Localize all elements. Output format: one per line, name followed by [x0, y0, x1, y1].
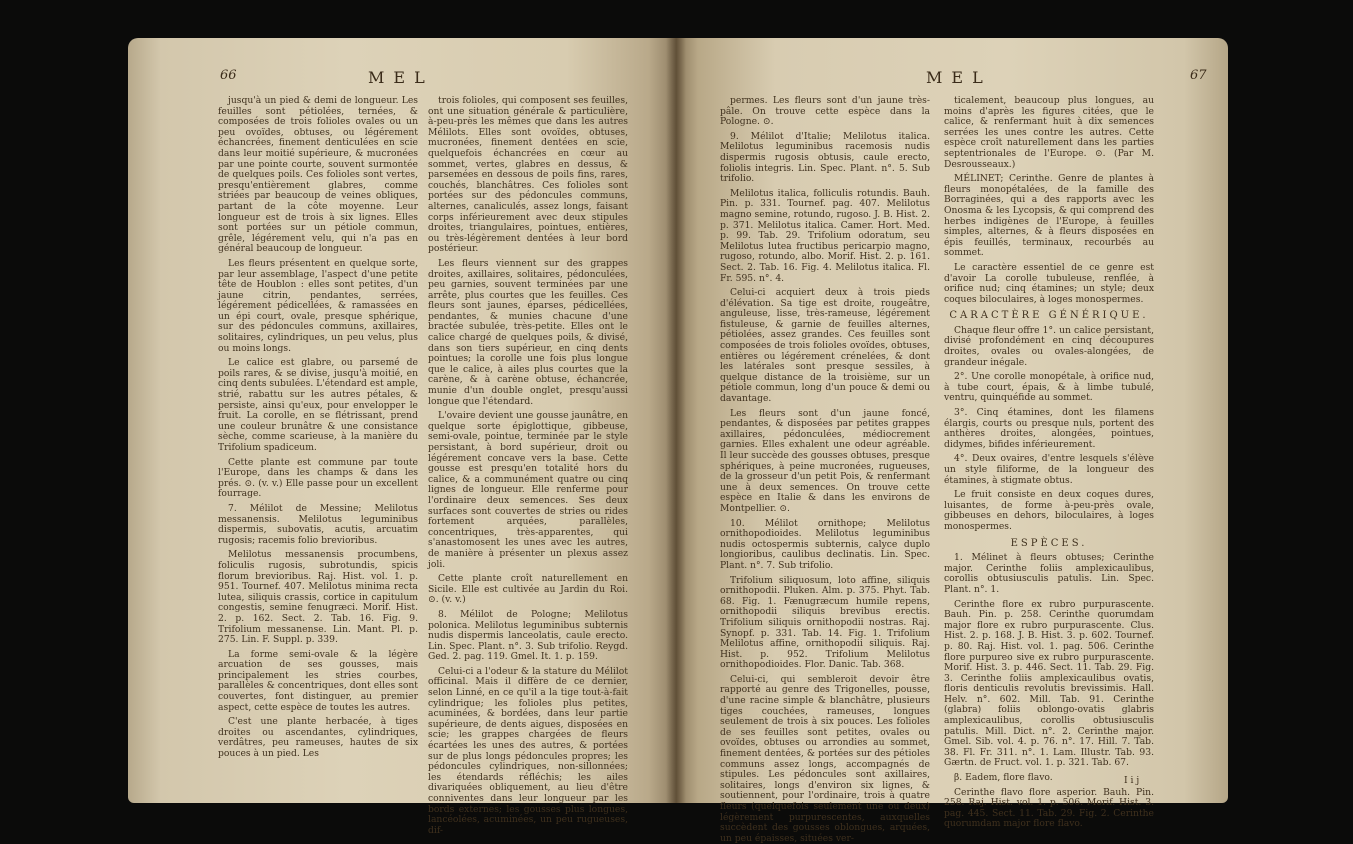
paragraph: Cerinthe flore ex rubro purpurascente. Bauh. Pin. p. 258. Cerinthe quorumdam major flore ex rubro purpurascente. Clus. Hist. 2. p. 168. J. B. Hist. 3. p. 602. Tournef. p. 80. Raj. Hist. vol. 1. pag. 506. Cerinthe flore purpureo sive ex rubro purpurascente. Morif. Hist. 3. p. 446. Sect. 11. Tab. 29. Fig. 3. Cerinthe foliis amplexicaulibus ovatis, floris denticulis revolutis brevissimis. Hall. Helv. n°. 602. Mill. Tab. 91. Cerinthe (glabra) foliis oblongo-ovatis glabris amplexicaulibus, corollis obtusiusculis patulis. Mill. Dict. n°. 2. Cerinthe major. Gmel. Sib. vol. 4. p. 76. n°. 17. Hill. 7. Tab. 38. Fl. Fr. 311. n°. 1. Lam. Illustr. Tab. 93. Gærtn. de Fruct. vol. 1. p. 321. Tab. 67. — [944, 598, 1154, 769]
paragraph: Trifolium siliquosum, loto affine, siliquis ornithopodii. Pluken. Alm. p. 375. Phyt. Tab. 68. Fig. 1. Fænugræcum humile repens, ornithopodii siliquis brevibus erectis. Trifolium siliquis ornithopodii nostras. Raj. Synopf. p. 331. Tab. 14. Fig. 1. Trifolium Melilotus affine, ornithopodii siliquis. Raj. Hist. p. 952. Trifolium Melilotus ornithopodioides. Flor. Danic. Tab. 368. — [720, 574, 930, 671]
paragraph: La forme semi-ovale & la légère arcuation de ses gousses, mais principalement les stries courbes, parallèles & concentriques, dont elles sont couvertes, font distinguer, au premier aspect, cette espèce de toutes les autres. — [218, 648, 418, 713]
paragraph: 10. Mélilot ornithope; Melilotus ornithopodioides. Melilotus leguminibus nudis octospermis subternis, calyce duplo longioribus, caulibus declinatis. Lin. Spec. Plant. n°. 7. Sub trifolio. — [720, 517, 930, 571]
page-number-left: 66 — [220, 68, 237, 83]
open-book — [128, 38, 1228, 844]
paragraph: Cette plante est commune par toute l'Europe, dans les champs & dans les prés. ⊙. (v. v.) Elle passe pour un excellent fourrage. — [218, 456, 418, 500]
signature-mark: I i j — [1124, 775, 1140, 786]
right-page — [676, 38, 1228, 844]
left-column-2 — [428, 95, 628, 836]
paragraph: 1. Mélinet à fleurs obtuses; Cerinthe major. Cerinthe foliis amplexicaulibus, corollis obtusiusculis patulis. Lin. Spec. Plant. n°. 1. — [944, 552, 1154, 595]
paragraph: C'est une plante herbacée, à tiges droites ou ascendantes, cylindriques, verdâtres, peu rameuses, hautes de six pouces à un pied. Les — [218, 716, 418, 760]
left-column-1 — [218, 96, 418, 786]
book-gutter — [666, 38, 686, 803]
paragraph: 3°. Cinq étamines, dont les filamens élargis, courts ou presque nuls, portent des anthères droites, alongées, pointues, didymes, bifides inférieurement. — [944, 407, 1154, 450]
paragraph: Cette plante croît naturellement en Sicile. Elle est cultivée au Jardin du Roi. ⊙. (v. v.) — [428, 573, 628, 606]
paragraph: ticalement, beaucoup plus longues, au moins d'après les figures citées, que le calice, & renfermant huit à dix semences serrées les unes contre les autres. Cette espèce croît naturellement dans les parties septentrionales de l'Europe. ⊙. (Par M. Desrousseaux.) — [944, 95, 1154, 170]
paragraph: MÉLINET; Cerinthe. Genre de plantes à fleurs monopétalées, de la famille des Borraginées, qui a des rapports avec les Onosma & les Lycopsis, & qui comprend des herbes indigènes de l'Europe, à feuilles simples, alternes, & à fleurs disposées en épis feuillés, terminaux, recourbés au sommet. — [944, 173, 1154, 259]
paragraph: Le fruit consiste en deux coques dures, luisantes, de forme à-peu-près ovale, gibbeuses en dehors, biloculaires, à loges monospermes. — [944, 489, 1154, 532]
paragraph: Les fleurs présentent en quelque sorte, par leur assemblage, l'aspect d'une petite tête de Houblon : elles sont petites, d'un jaune citrin, pendantes, serrées, légérement pédicellées, & ramassées en un épi court, ovale, presque sphérique, sur des pédoncules communs, axillaires, solitaires, cylindriques, un peu velus, plus ou moins longs. — [218, 257, 418, 354]
paragraph: Chaque fleur offre 1°. un calice persistant, divisé profondément en cinq découpures droites, ovales ou ovales-alongées, de grandeur inégale. — [944, 324, 1154, 368]
paragraph: β. Eadem, flore flavo. — [954, 772, 1053, 784]
paragraph: Celui-ci acquiert deux à trois pieds d'élévation. Sa tige est droite, rougeâtre, anguleuse, lisse, très-rameuse, légérement fistuleuse, & garnie de feuilles alternes, pétiolées, assez grandes. Ces feuilles sont composées de trois folioles ovoïdes, obtuses, entières ou légérement crénelées, & dont les latérales sont presque sessiles, à quelque distance de la troisième, sur un pétiole commun, long d'un pouce & demi ou davantage. — [720, 287, 930, 405]
paragraph: L'ovaire devient une gousse jaunâtre, en quelque sorte épiglottique, gibbeuse, semi-ovale, pointue, terminée par le style persistant, à bord supérieur, droit ou légérement concave vers la base. Cette gousse est presqu'en totalité hors du calice, & a communément quatre ou cinq lignes de longueur. Elle renferme pour l'ordinaire deux semences. Ses deux surfaces sont couvertes de stries ou rides fortement arquées, parallèles, concentriques, très-apparentes, qui s'anastomosent les unes avec les autres, de manière à présenter un plexus assez joli. — [428, 410, 628, 570]
running-head-left: MEL — [368, 68, 434, 87]
paragraph: 4°. Deux ovaires, d'entre lesquels s'élève un style filiforme, de la longueur des étamines, à stigmate obtus. — [944, 453, 1154, 486]
paragraph: 8. Mélilot de Pologne; Melilotus polonica. Melilotus leguminibus subternis nudis dispermis lanceolatis, caule erecto. Lin. Spec. Plant. n°. 3. Sub trifolio. Reygd. Ged. 2. pag. 119. Gmel. It. 1. p. 159. — [428, 608, 628, 663]
paragraph: Le caractère essentiel de ce genre est d'avoir La corolle tubuleuse, renflée, à orifice nud; cinq étamines; un style; deux coques biloculaires, à loges monospermes. — [944, 261, 1154, 305]
paragraph: Les fleurs viennent sur des grappes droites, axillaires, solitaires, pédonculées, peu garnies, souvent terminées par une arrête, plus courtes que les feuilles. Ces fleurs sont jaunes, éparses, pédicellées, pendantes, & munies chacune d'une bractée subulée, très-petite. Elles ont le calice chargé de quelques poils, & divisé, dans son tiers supérieur, en cinq dents pointues; la corolle une fois plus longue que le calice, à ailes plus courtes que la carène, & à carène obtuse, échancrée, munie d'un double onglet, presqu'aussi longue que l'étendard. — [428, 257, 628, 407]
paragraph: Melilotus italica, folliculis rotundis. Bauh. Pin. p. 331. Tournef. pag. 407. Melilotus magno semine, rotundo, rugoso. J. B. Hist. 2. p. 371. Melilotus italica. Camer. Hort. Med. p. 99. Tab. 29. Trifolium odoratum, seu Melilotus lutea fructibus pericarpio magno, rugoso, rotundo, albo. Morif. Hist. 2. p. 161. Sect. 2. Tab. 16. Fig. 4. Melilotus italica. Fl. Fr. 595. n°. 4. — [720, 187, 930, 284]
running-head-right: MEL — [926, 68, 992, 87]
left-page — [128, 38, 676, 836]
paragraph: 2°. Une corolle monopétale, à orifice nud, à tube court, épais, & à limbe tubulé, ventru, quinquéfide au sommet. — [944, 371, 1154, 404]
paragraph: Cerinthe flavo flore asperior. Bauh. Pin. 258. Raj. Hist. vol. 1. p. 506. Morif. Hist. 3. pag. 445. Sect. 11. Tab. 29. Fig. 2. Cerinthe quorumdam major flore flavo. — [944, 786, 1154, 830]
right-column-1 — [720, 95, 930, 844]
paragraph: permes. Les fleurs sont d'un jaune très-pâle. On trouve cette espèce dans la Pologne. ⊙. — [720, 95, 930, 128]
paragraph: Melilotus messanensis procumbens, foliculis rugosis, subrotundis, spicis florum brevioribus. Raj. Hist. vol. 1. p. 951. Tournef. 407. Melilotus minima recta lutea, siliquis crassis, cortice in capitulum congestis, semine fenugræci. Morif. Hist. 2. p. 162. Sect. 2. Tab. 16. Fig. 9. Trifolium messanense. Lin. Mant. Pl. p. 275. Lin. F. Suppl. p. 339. — [218, 549, 418, 646]
paragraph: CARACTÈRE GÉNÉRIQUE. — [949, 310, 1149, 322]
paragraph: 9. Mélilot d'Italie; Melilotus italica. Melilotus leguminibus racemosis nudis dispermis rugosis obtusis, caule erecto, foliolis integris. Lin. Spec. Plant. n°. 5. Sub trifolio. — [720, 130, 930, 185]
paragraph: Le calice est glabre, ou parsemé de poils rares, & se divise, jusqu'à moitié, en cinq dents subulées. L'étendard est ample, strié, rabattu sur les autres pétales, & persiste, ainsi qu'eux, pour envelopper le fruit. La corolle, en se flétrissant, prend une couleur brunâtre & une consistance sèche, comme scarieuse, à la manière du Trifolium spadiceum. — [218, 357, 418, 453]
paragraph: trois folioles, qui composent ses feuilles, ont une situation générale & particulière, à-peu-près les mêmes que dans les autres Mélilots. Elles sont ovoïdes, obtuses, mucronées, finement dentées en scie, quelquefois échancrées en cœur au sommet, vertes, glabres en dessus, & parsemées en dessous de poils fins, rares, couchés, blanchâtres. Ces folioles sont portées sur des pédoncules communs, alternes, canaliculés, assez longs, faisant corps inférieurement avec deux stipules droites, triangulaires, pointues, entières, ou très-légèrement dentées à leur bord postérieur. — [428, 95, 628, 255]
paragraph: ESPÈCES. — [1010, 537, 1088, 549]
paragraph: Les fleurs sont d'un jaune foncé, pendantes, & disposées par petites grappes axillaires, pédonculées, médiocrement garnies. Elles exhalent une odeur agréable. Il leur succède des gousses obtuses, presque sphériques, à peine mucronées, rugueuses, de la grosseur d'un petit Pois, & renfermant une à deux semences. On trouve cette espèce en Italie & dans les environs de Montpellier. ⊙. — [720, 407, 930, 514]
page-number-right: 67 — [1190, 68, 1207, 83]
paragraph: 7. Mélilot de Messine; Melilotus messanensis. Melilotus leguminibus dispermis, subovatis, acutis, arcuatim rugosis; racemis folio brevioribus. — [218, 502, 418, 546]
paragraph: Celui-ci a l'odeur & la stature du Mélilot officinal. Mais il diffère de ce dernier, selon Linné, en ce qu'il a la tige tout-à-fait cylindrique; les folioles plus petites, acuminées, & bordées, dans leur partie supérieure, de dents aigues, disposées en scie; les grappes chargées de fleurs écartées les unes des autres, & portées sur de plus longs pédoncules propres; les pédoncules cylindriques, non-sillonnées; les étendards réfléchis; les ailes divariquées obliquement, au lieu d'être conniventes dans leur longueur par les bords externes; les gousses plus longues, lancéolées, acuminées, un peu rugueuses, dif- — [428, 665, 628, 836]
paragraph: Celui-ci, qui sembleroit devoir être rapporté au genre des Trigonelles, pousse, d'une racine simple & blanchâtre, plusieurs tiges couchées, rameuses, longues seulement de trois à six pouces. Les folioles de ses feuilles sont petites, ovales ou ovoïdes, obtuses ou arrondies au sommet, finement dentées, & portées sur des pétioles communs assez longs, accompagnés de stipules. Les pédoncules sont axillaires, solitaires, longs d'environ six lignes, & soutiennent, pour l'ordinaire, trois à quatre fleurs (quelquefois seulement une ou deux) légèrement purpurescentes, auxquelles succèdent des gousses oblongues, arquées, un peu épaisses, situées ver- — [720, 673, 930, 844]
paragraph: jusqu'à un pied & demi de longueur. Les feuilles sont pétiolées, ternées, & composées de trois folioles ovales ou un peu ovoïdes, obtuses, ou légérement échancrées, finement denticulées en scie dans leur moitié supérieure, & mucronées par une pointe courte, souvent surmontée de quelques poils. Ces folioles sont vertes, presqu'entièrement glabres, comme striées par beaucoup de veines obliques, partant de la côte moyenne. Leur longueur est de trois à six lignes. Elles sont portées sur un pétiole commun, grêle, légérement velu, qui n'a pas en général beaucoup de longueur. — [218, 95, 418, 255]
